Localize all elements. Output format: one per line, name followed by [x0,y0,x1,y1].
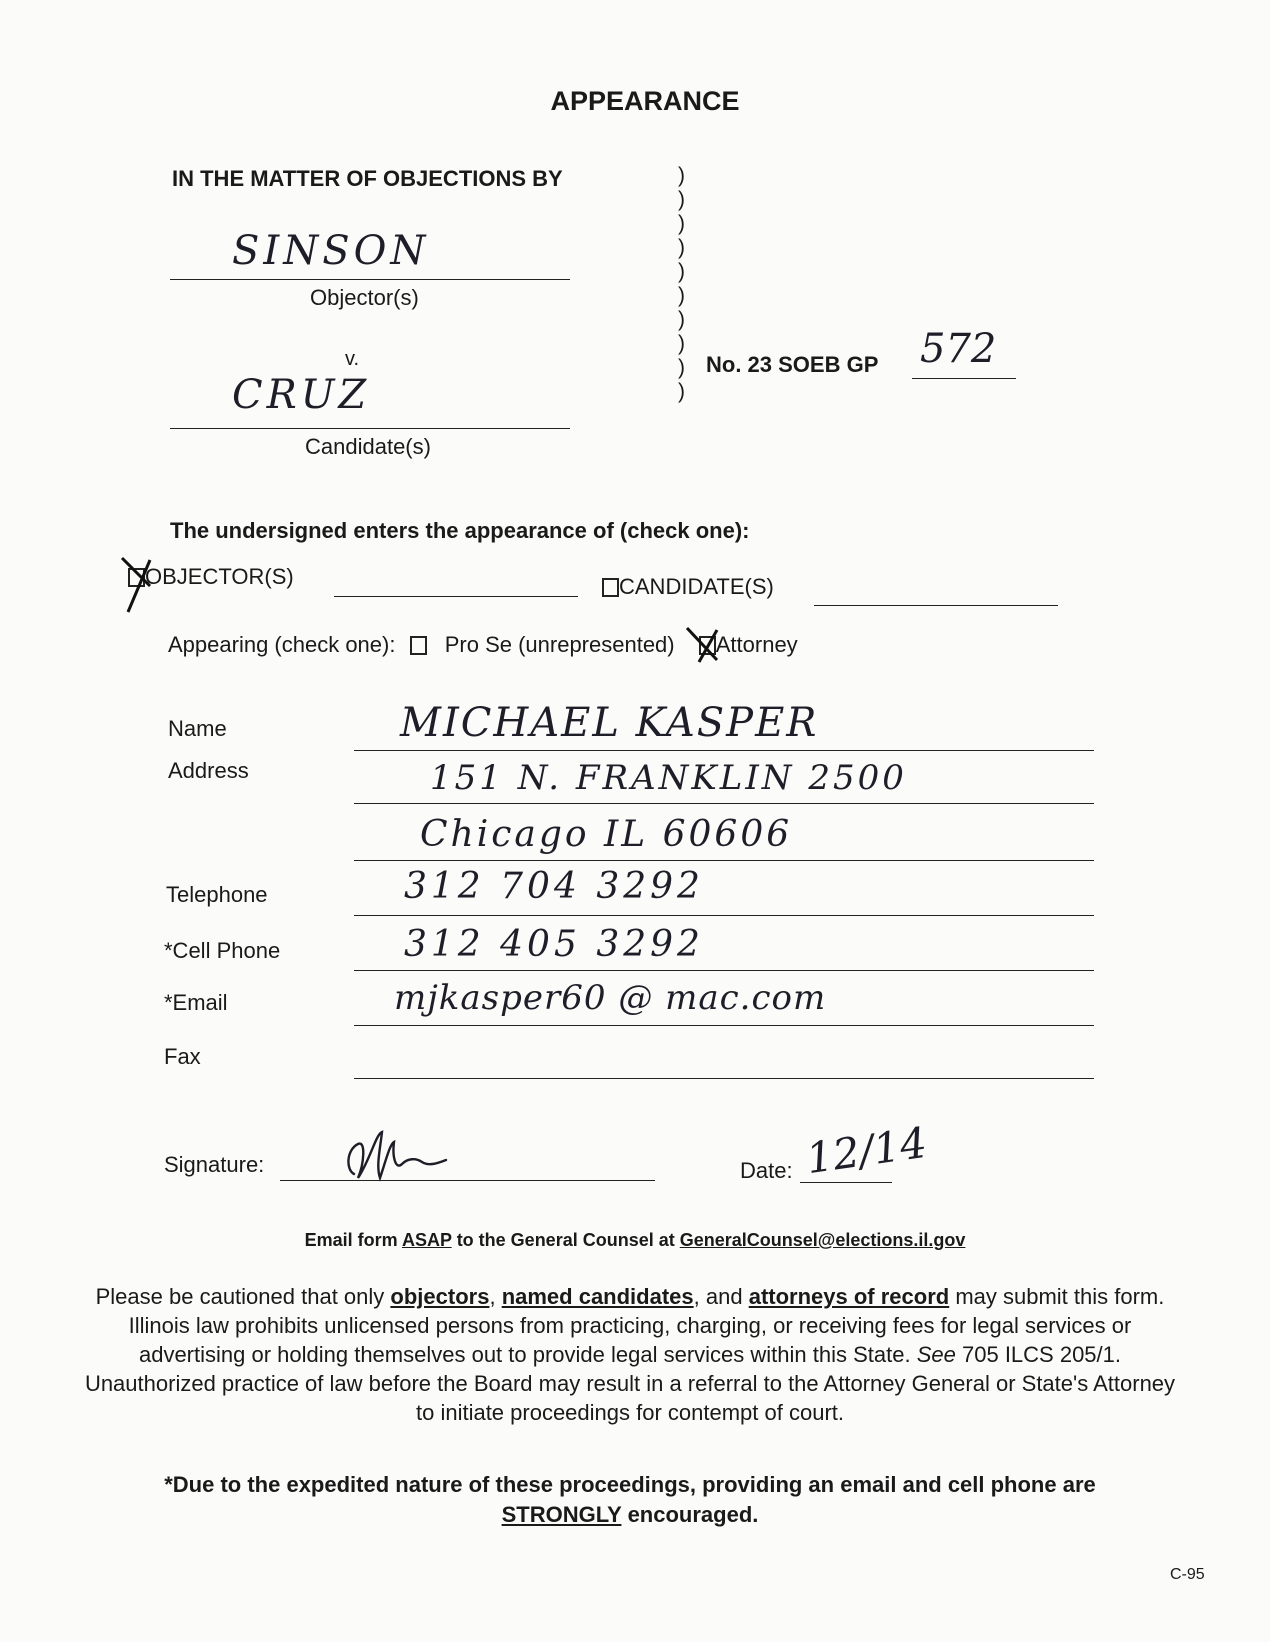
paren: ) [678,380,685,403]
expedited-text-1: *Due to the expedited nature of these proceedings, providing an email and cell phone are [164,1472,1096,1497]
pro-se-label: Pro Se (unrepresented) [444,632,675,657]
paren: ) [678,332,685,355]
attorney-checkbox[interactable] [699,636,716,655]
attorney-label: Attorney [715,632,798,657]
signature-scribble [336,1130,486,1190]
candidate-handwritten: CRUZ [232,372,371,418]
check-prompt: The undersigned enters the appearance of (check one): [170,518,750,543]
email-instruction [0,1230,1270,1251]
notice-named-candidates: named candidates [501,1284,694,1309]
objector-option-line [334,596,578,597]
paren: ) [678,260,685,283]
email-instruction-prefix: Email form [304,1230,398,1250]
legal-notice [80,1282,1180,1427]
date-line [800,1182,892,1183]
notice-see: See [916,1342,956,1367]
fax-label: Fax [164,1044,201,1069]
telephone-line [354,915,1094,916]
asap-text: ASAP [401,1230,452,1250]
telephone-label: Telephone [166,882,268,907]
notice-objectors: objectors [390,1284,490,1309]
signature-label: Signature: [164,1152,265,1177]
candidate-option[interactable] [602,574,774,600]
appearing-prompt: Appearing (check one): [168,632,396,657]
page-title: APPEARANCE [550,86,740,116]
candidate-label: Candidate(s) [305,434,431,459]
pro-se-checkbox[interactable] [410,636,427,655]
cell-phone-label: *Cell Phone [164,938,281,963]
paren: ) [678,284,685,307]
cell-phone-value[interactable]: 312 405 3292 [404,924,704,965]
appearing-row [168,632,798,658]
name-value[interactable]: MICHAEL KASPER [400,700,819,746]
expedited-strongly: STRONGLY [501,1502,622,1527]
candidate-option-line [814,605,1058,606]
address-value-line1[interactable]: 151 N. FRANKLIN 2500 [430,758,907,798]
objector-checkbox[interactable] [128,568,145,587]
date-label: Date: [740,1158,793,1183]
page-code: C-95 [1170,1566,1205,1583]
name-line [354,750,1094,751]
notice-text-2: may submit this form. Illinois law prohibits unlicensed persons from practicing, charging, or receiving fees for legal services or advertising or holding themselves out to provide legal services within this State. [128,1284,1165,1367]
paren: ) [678,188,685,211]
expedited-text-2: encouraged. [627,1502,759,1527]
parenthesis-column [678,164,685,404]
paren: ) [678,236,685,259]
expedited-notice [160,1470,1100,1530]
telephone-value[interactable]: 312 704 3292 [404,866,704,907]
address-line-2 [354,860,1094,861]
address-value-line2[interactable]: Chicago IL 60606 [420,814,793,855]
notice-attorneys-of-record: attorneys of record [748,1284,950,1309]
candidate-option-label: CANDIDATE(S) [619,574,774,599]
fax-line [354,1078,1094,1079]
versus-label: v. [345,348,360,370]
paren: ) [678,356,685,379]
candidate-line [170,428,570,429]
objector-line [170,279,570,280]
objector-option-label: OBJECTOR(S) [145,564,294,589]
email-instruction-middle: to the General Counsel at [456,1230,675,1250]
objector-option[interactable] [128,564,294,590]
paren: ) [678,308,685,331]
paren: ) [678,212,685,235]
name-label: Name [168,716,227,741]
email-label: *Email [164,990,228,1015]
cell-phone-line [354,970,1094,971]
check-x-icon [687,626,727,666]
paren: ) [678,164,685,187]
objector-handwritten: SINSON [232,228,430,274]
address-label: Address [168,758,249,783]
case-number-line [912,378,1016,379]
email-field-line [354,1025,1094,1026]
notice-text-3: 705 ILCS 205/1. Unauthorized practice of law before the Board may result in a referral to the Attorney General or State's Attorney to initiate proceedings for contempt of court. [84,1342,1176,1425]
case-number-handwritten: 572 [920,326,997,372]
address-line-1 [354,803,1094,804]
candidate-checkbox[interactable] [602,578,619,597]
general-counsel-email-link[interactable]: GeneralCounsel@elections.il.gov [679,1230,966,1250]
signature-line [280,1180,655,1181]
objector-label: Objector(s) [310,285,419,310]
matter-heading: IN THE MATTER OF OBJECTIONS BY [172,166,563,191]
case-number-label: No. 23 SOEB GP [706,352,879,377]
notice-and: , and [693,1284,743,1309]
email-value[interactable]: mjkasper60 @ mac.com [394,978,827,1018]
notice-comma: , [489,1284,496,1309]
check-x-icon [122,556,162,616]
notice-text-1: Please be cautioned that only [95,1284,385,1309]
date-value[interactable]: 12/14 [803,1117,930,1184]
